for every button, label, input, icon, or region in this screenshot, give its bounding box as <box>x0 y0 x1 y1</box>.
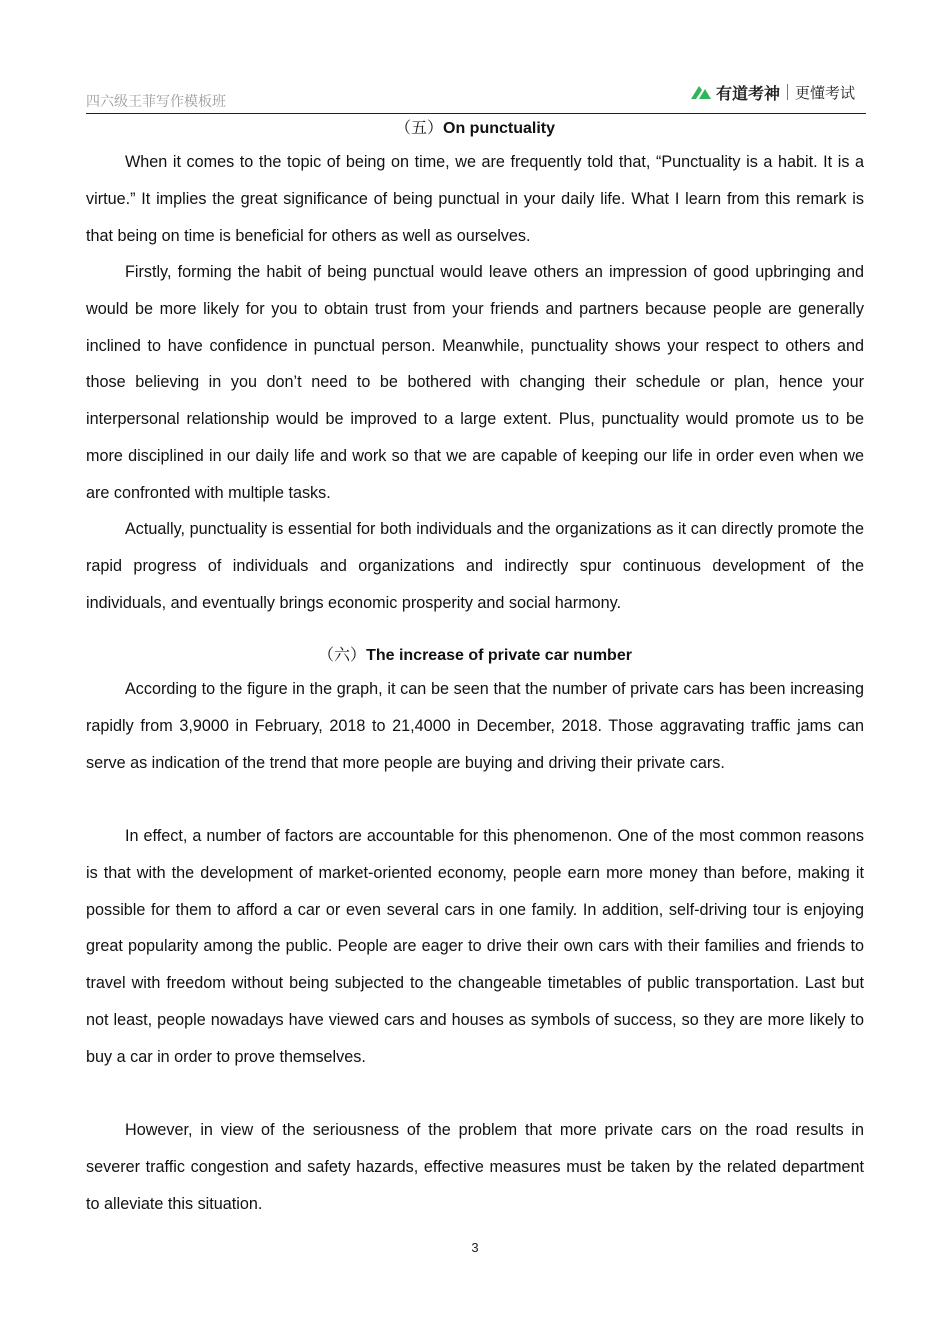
paragraph: According to the figure in the graph, it can be seen that the number of private cars has been increasing rapidly from 3,9000 in February, 2018 to 21,4000 in December, 2018. Those aggravating traffic jams can serve as indication of the trend that more people are buying and driving their private cars. <box>86 680 864 772</box>
paragraph: Actually, punctuality is essential for both individuals and the organizations as it can directly promote the rapid progress of individuals and organizations and indirectly spur continuous development of the individuals, and eventually brings economic prosperity and social harmony. <box>86 520 864 612</box>
section-number: （五） <box>394 118 443 137</box>
header-course-title: 四六级王菲写作模板班 <box>86 94 226 110</box>
paragraph: Firstly, forming the habit of being punctual would leave others an impression of good upbringing and would be more likely for you to obtain trust from your friends and partners because people are generally inclined to have confidence in punctual person. Meanwhile, punctuality shows your respect to others and those believing in you don’t need to be bothered with changing their schedule or plan, hence your interpersonal relationship would be improved to a large extent. Plus, punctuality would promote us to be more disciplined in our daily life and work so that we are capable of keeping our life in order even when we are confronted with multiple tasks. <box>86 263 864 502</box>
section-title-text: On punctuality <box>443 120 555 137</box>
paragraph: When it comes to the topic of being on time, we are frequently told that, “Punctuality is a habit. It is a virtue.” It implies the great significance of being punctual in your daily life. What I learn from this remark is that being on time is beneficial for others as well as ourselves. <box>86 153 864 245</box>
brand-slogan: 更懂考试 <box>795 83 856 102</box>
section-title <box>86 116 864 141</box>
brand-name: 有道考神 <box>716 83 781 103</box>
page-number: 3 <box>471 1240 479 1255</box>
section-title <box>86 643 864 668</box>
section-title-text: The increase of private car number <box>366 647 632 664</box>
section-number: （六） <box>318 645 367 664</box>
paragraph: However, in view of the seriousness of the problem that more private cars on the road results in severer traffic congestion and safety hazards, effective measures must be taken by the related department to alleviate this situation. <box>86 1121 864 1213</box>
logo-divider <box>787 84 788 100</box>
header-rule <box>86 113 866 114</box>
brand-logo-icon <box>690 82 712 102</box>
brand-logo <box>690 80 855 104</box>
paragraph: In effect, a number of factors are accountable for this phenomenon. One of the most common reasons is that with the development of market-oriented economy, people earn more money than before, making it possible for them to afford a car or even several cars in one family. In addition, self-driving tour is enjoying great popularity among the public. People are eager to drive their own cars with their families and friends to travel with freedom without being subjected to the changeable timetables of public transportation. Last but not least, people nowadays have viewed cars and houses as symbols of success, so they are more likely to buy a car in order to prove themselves. <box>86 827 864 1066</box>
